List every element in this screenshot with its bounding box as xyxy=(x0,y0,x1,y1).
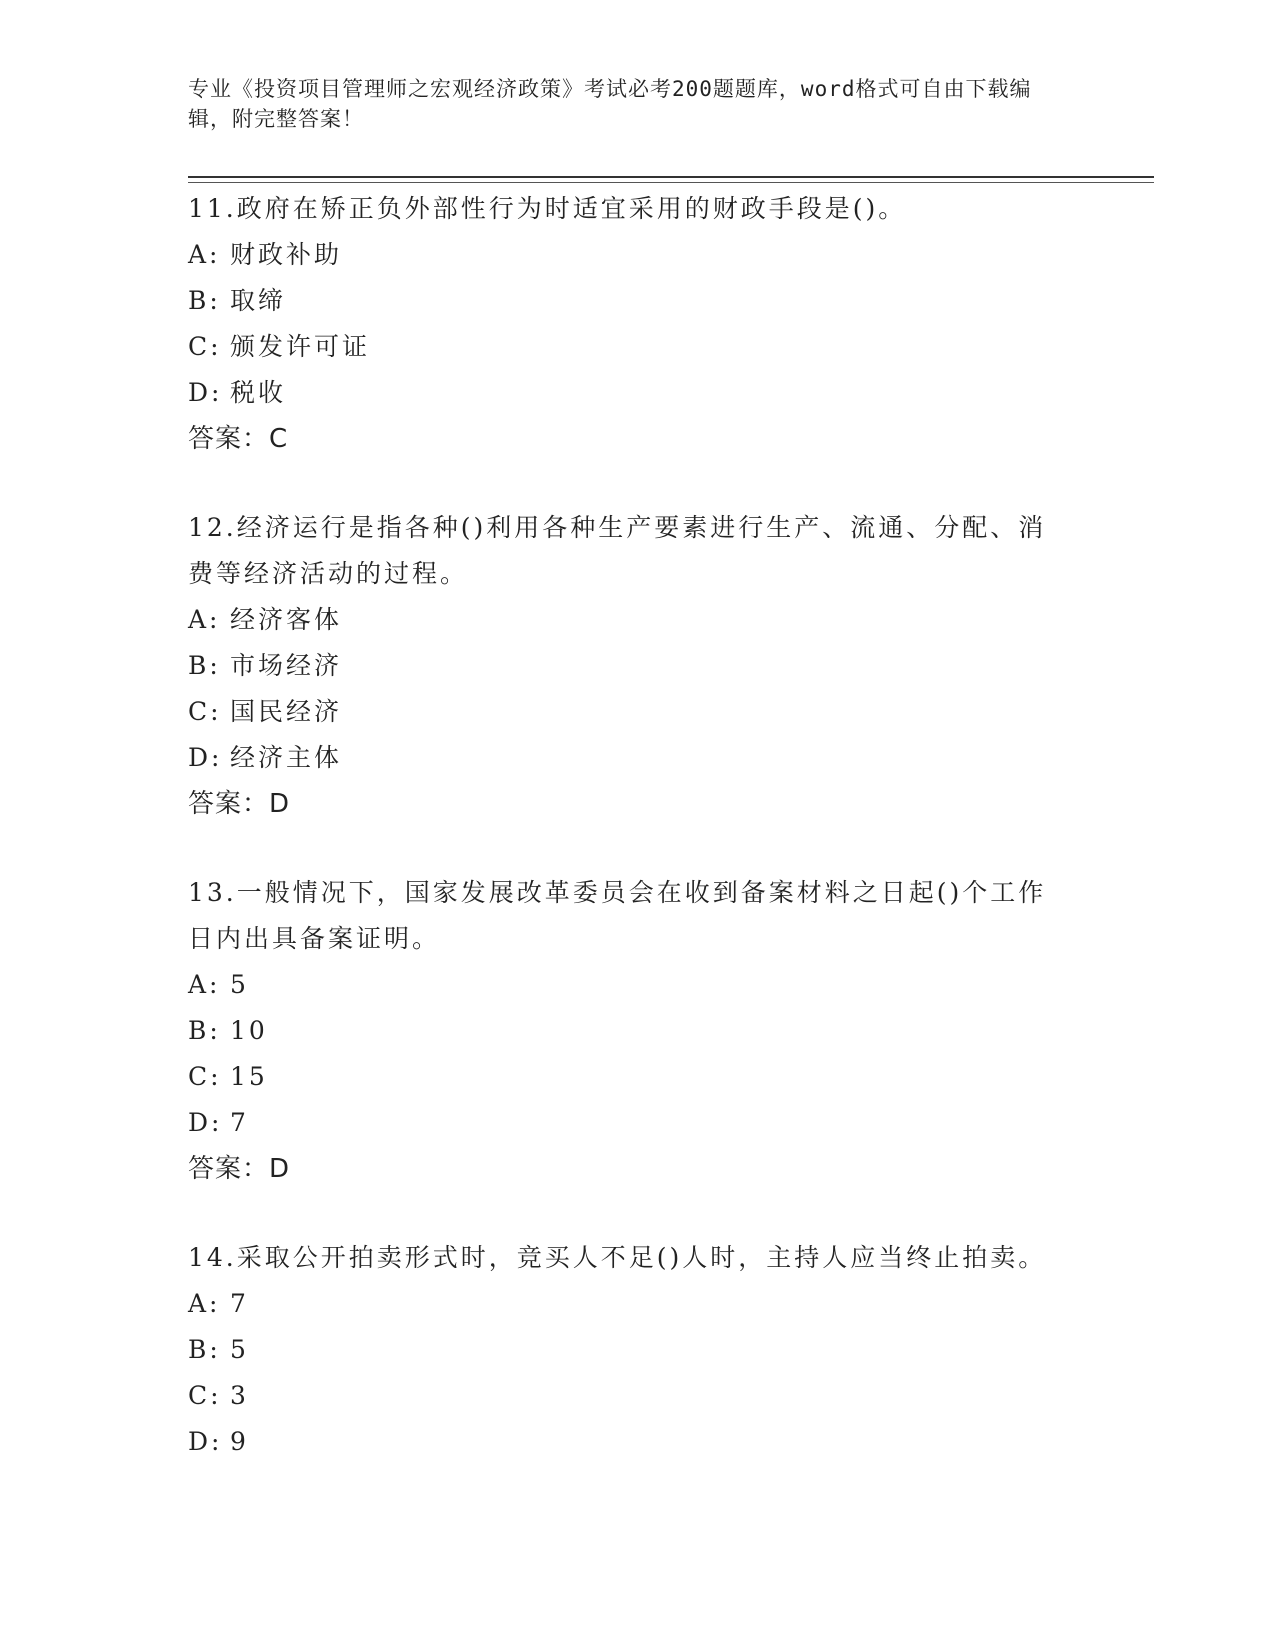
option-c xyxy=(188,1054,1088,1100)
option-a xyxy=(188,962,1088,1008)
option-text: 取缔 xyxy=(230,286,287,315)
option-text: 5 xyxy=(230,970,249,999)
option-c xyxy=(188,689,1088,735)
option-letter: B: xyxy=(188,1016,221,1045)
question-stem: 13.一般情况下，国家发展改革委员会在收到备案材料之日起()个工作日内出具备案证明。 xyxy=(188,878,1047,953)
option-c xyxy=(188,1373,1088,1419)
option-letter: D: xyxy=(188,1427,223,1456)
question-11 xyxy=(188,186,1088,462)
option-letter: B: xyxy=(188,651,221,680)
option-text: 10 xyxy=(230,1016,268,1045)
question-stem: 14.采取公开拍卖形式时，竞买人不足()人时，主持人应当终止拍卖。 xyxy=(188,1243,1047,1272)
option-letter: B: xyxy=(188,1335,221,1364)
option-text: 经济主体 xyxy=(230,743,343,772)
option-d xyxy=(188,1419,1088,1465)
option-text: 9 xyxy=(230,1427,249,1456)
option-text: 国民经济 xyxy=(230,697,343,726)
option-letter: A: xyxy=(188,970,221,999)
option-d xyxy=(188,1100,1088,1146)
question-stem: 12.经济运行是指各种()利用各种生产要素进行生产、流通、分配、消费等经济活动的过程。 xyxy=(188,513,1047,588)
question-14 xyxy=(188,1235,1088,1465)
option-letter: A: xyxy=(188,605,221,634)
question-13 xyxy=(188,870,1088,1192)
option-text: 市场经济 xyxy=(230,651,343,680)
option-text: 税收 xyxy=(230,378,287,407)
option-text: 财政补助 xyxy=(230,240,343,269)
option-a xyxy=(188,232,1088,278)
option-text: 7 xyxy=(230,1289,249,1318)
option-b xyxy=(188,643,1088,689)
option-letter: C: xyxy=(188,1381,222,1410)
answer-line: 答案：D xyxy=(188,1154,291,1184)
option-a xyxy=(188,597,1088,643)
option-d xyxy=(188,370,1088,416)
option-letter: B: xyxy=(188,286,221,315)
option-a xyxy=(188,1281,1088,1327)
option-letter: A: xyxy=(188,1289,221,1318)
answer-line: 答案：C xyxy=(188,424,289,454)
option-letter: C: xyxy=(188,332,222,361)
option-b xyxy=(188,1327,1088,1373)
option-c xyxy=(188,324,1088,370)
option-text: 经济客体 xyxy=(230,605,343,634)
document-header-title: 专业《投资项目管理师之宏观经济政策》考试必考200题题库，word格式可自由下载编辑，附完整答案！ xyxy=(188,77,1032,131)
option-b xyxy=(188,1008,1088,1054)
option-text: 颁发许可证 xyxy=(230,332,371,361)
option-letter: D: xyxy=(188,743,223,772)
header-divider-thick xyxy=(188,176,1154,178)
option-text: 7 xyxy=(230,1108,249,1137)
question-list xyxy=(188,186,1088,1465)
option-d xyxy=(188,735,1088,781)
question-12 xyxy=(188,505,1088,827)
option-letter: C: xyxy=(188,697,222,726)
option-b xyxy=(188,278,1088,324)
option-letter: D: xyxy=(188,1108,223,1137)
option-letter: C: xyxy=(188,1062,222,1091)
answer-line: 答案：D xyxy=(188,789,291,819)
option-letter: D: xyxy=(188,378,223,407)
option-text: 5 xyxy=(230,1335,249,1364)
header-divider-thin xyxy=(188,182,1154,183)
question-stem: 11.政府在矫正负外部性行为时适宜采用的财政手段是()。 xyxy=(188,194,907,223)
option-letter: A: xyxy=(188,240,221,269)
option-text: 3 xyxy=(230,1381,249,1410)
option-text: 15 xyxy=(230,1062,268,1091)
